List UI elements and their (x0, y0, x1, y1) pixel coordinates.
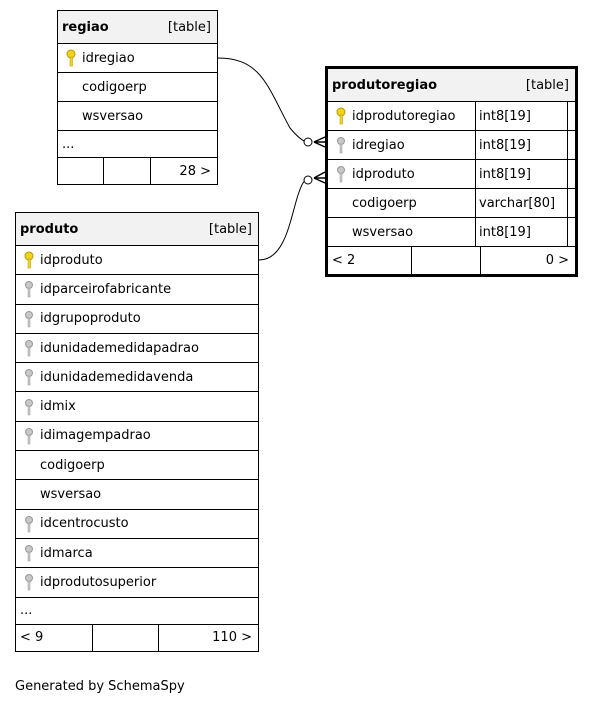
column-row[interactable] (328, 102, 575, 131)
column-label: idproduto (40, 252, 103, 268)
nav-children[interactable]: 0 > (545, 253, 569, 268)
edge-produto-produtoregiao (259, 180, 308, 260)
column-row[interactable] (16, 363, 258, 392)
column-row[interactable] (16, 305, 258, 334)
table-kind: [table] (525, 77, 569, 93)
column-row[interactable] (16, 510, 258, 539)
nav-rows (93, 625, 159, 651)
column-row[interactable] (16, 568, 258, 597)
foreign-key-icon (22, 339, 36, 357)
column-label: idprodutosuperior (40, 574, 157, 590)
column-row[interactable] (328, 131, 575, 160)
column-row[interactable] (328, 160, 575, 189)
column-row[interactable] (58, 44, 217, 73)
column-label: wsversao (352, 224, 414, 240)
column-label: idregiao (352, 137, 405, 153)
foreign-key-icon (22, 427, 36, 445)
nav-parents[interactable]: < 9 (16, 625, 93, 651)
relationship-nav (16, 625, 258, 651)
column-type: int8[19] (475, 102, 567, 130)
column-label: wsversao (40, 487, 102, 503)
column-label: idmix (40, 399, 76, 415)
column-row[interactable] (328, 189, 575, 218)
foreign-key-icon (334, 136, 348, 154)
column-row[interactable] (58, 73, 217, 102)
more-columns-row[interactable] (58, 131, 217, 158)
column-label: idgrupoproduto (40, 311, 141, 327)
nav-rows (104, 158, 151, 184)
column-label: wsversao (82, 108, 144, 124)
table-header[interactable] (328, 69, 575, 102)
nav-parents[interactable] (58, 158, 104, 184)
table-produtoregiao[interactable] (325, 66, 578, 277)
foreign-key-icon (22, 310, 36, 328)
table-name: produtoregiao (332, 77, 438, 93)
nav-children[interactable]: 110 > (212, 630, 252, 646)
edge-regiao-crowfoot (314, 137, 325, 147)
column-label: codigoerp (82, 79, 147, 95)
column-label: idunidademedidavenda (40, 369, 194, 385)
more-columns: ... (20, 603, 33, 619)
column-label: idproduto (352, 166, 415, 182)
column-type: int8[19] (475, 160, 567, 188)
column-row[interactable] (16, 451, 258, 480)
column-label: idimagempadrao (40, 428, 151, 444)
column-label: idmarca (40, 545, 93, 561)
table-header[interactable] (58, 11, 217, 44)
column-label: idunidademedidapadrao (40, 340, 199, 356)
column-row[interactable] (16, 275, 258, 304)
edge-regiao-produtoregiao (218, 58, 308, 142)
table-name: produto (20, 221, 79, 237)
foreign-key-icon (22, 573, 36, 591)
column-row[interactable] (58, 102, 217, 131)
relationship-nav (328, 247, 575, 274)
foreign-key-icon (22, 544, 36, 562)
foreign-key-icon (22, 398, 36, 416)
nav-children[interactable]: 28 > (179, 163, 211, 179)
edge-regiao-optional-marker (304, 138, 312, 146)
column-label: idparceirofabricante (40, 281, 172, 297)
table-name: regiao (62, 19, 109, 35)
primary-key-icon (64, 49, 78, 67)
table-kind: [table] (167, 19, 211, 35)
foreign-key-icon (334, 165, 348, 183)
primary-key-icon (334, 107, 348, 125)
table-produto[interactable] (15, 212, 259, 652)
column-row[interactable] (328, 218, 575, 247)
column-label: idregiao (82, 50, 135, 66)
primary-key-icon (22, 251, 36, 269)
foreign-key-icon (22, 280, 36, 298)
column-row[interactable] (16, 246, 258, 275)
relationship-nav (58, 158, 217, 184)
column-label: idprodutoregiao (352, 108, 456, 124)
column-type: varchar[80] (475, 189, 567, 217)
generator-credit: Generated by SchemaSpy (15, 679, 185, 694)
more-columns-row[interactable] (16, 598, 258, 625)
column-label: codigoerp (40, 457, 105, 473)
column-row[interactable] (16, 422, 258, 451)
column-row[interactable] (16, 480, 258, 509)
column-label: idcentrocusto (40, 516, 129, 532)
edge-produto-crowfoot (314, 172, 325, 183)
edge-produto-optional-marker (304, 176, 312, 184)
table-header[interactable] (16, 213, 258, 246)
column-row[interactable] (16, 334, 258, 363)
nav-parents[interactable]: < 2 (328, 247, 412, 274)
column-label: codigoerp (352, 195, 417, 211)
column-row[interactable] (16, 392, 258, 421)
column-type: int8[19] (475, 218, 567, 246)
table-kind: [table] (208, 221, 252, 237)
nav-rows (412, 247, 481, 274)
table-regiao[interactable] (57, 10, 218, 185)
column-type: int8[19] (475, 131, 567, 159)
more-columns: ... (62, 136, 75, 152)
foreign-key-icon (22, 515, 36, 533)
column-row[interactable] (16, 539, 258, 568)
foreign-key-icon (22, 368, 36, 386)
